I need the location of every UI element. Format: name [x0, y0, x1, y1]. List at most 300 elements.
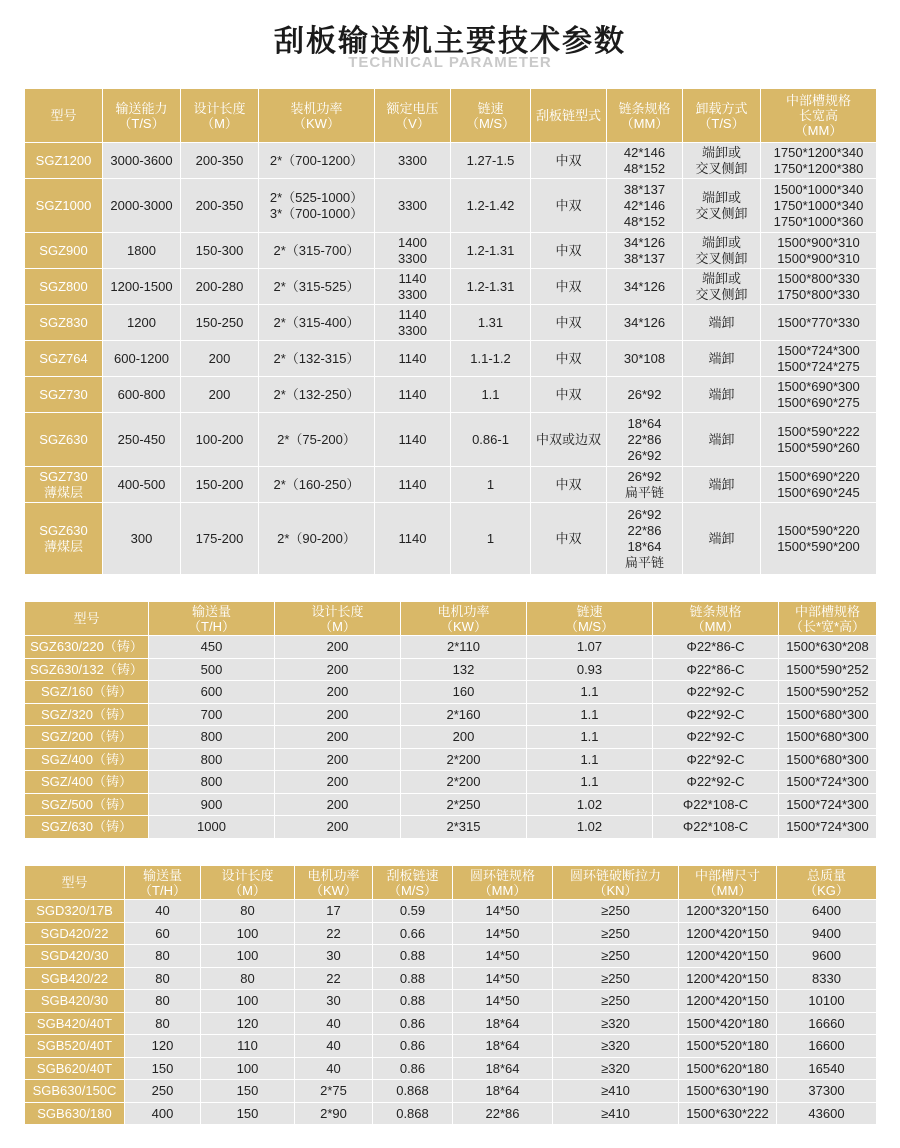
cell-line: Φ22*108-C	[682, 819, 749, 835]
cell-line: 型号	[50, 108, 77, 123]
cell-line: 38*137	[623, 181, 666, 197]
cell-line: 2*（700-1200）	[269, 153, 364, 168]
column-header	[553, 866, 679, 900]
cell-line: 1.1	[580, 684, 599, 700]
header-row	[25, 866, 877, 900]
model-cell	[25, 1102, 125, 1125]
value-cell	[653, 681, 779, 704]
value-cell	[761, 503, 877, 575]
cell-line: 14*50	[485, 970, 520, 986]
value-cell	[553, 1012, 679, 1035]
cell-line: ≥410	[601, 1083, 630, 1099]
cell-line: SGZ830	[39, 315, 88, 330]
value-cell	[531, 143, 607, 179]
cell-line: 1.02	[576, 819, 603, 835]
cell-line: SGZ1200	[35, 153, 92, 168]
value-cell	[275, 681, 401, 704]
page-subtitle: TECHNICAL PARAMETER	[348, 54, 552, 71]
cell-line: 200	[326, 706, 349, 722]
value-cell	[259, 143, 375, 179]
value-cell	[527, 636, 653, 659]
value-cell	[125, 967, 201, 990]
cell-line: 80	[155, 948, 170, 964]
value-cell	[779, 681, 877, 704]
value-cell	[451, 233, 531, 269]
cell-line: 输送量	[142, 867, 182, 883]
cell-line: 22*86	[485, 1105, 520, 1121]
cell-line: ≥250	[601, 903, 630, 919]
column-header	[375, 89, 451, 143]
table-row	[25, 179, 877, 233]
value-cell	[679, 1012, 777, 1035]
value-cell	[777, 922, 877, 945]
value-cell	[777, 1012, 877, 1035]
cell-line: 2*（75-200）	[277, 432, 356, 447]
cell-line: 1200*420*150	[686, 993, 769, 1009]
table-row	[25, 793, 877, 816]
cell-line: 1500*724*300	[786, 774, 869, 790]
value-cell	[375, 503, 451, 575]
table-row	[25, 1057, 877, 1080]
cell-line: 0.93	[576, 661, 603, 677]
cell-line: 200	[208, 387, 231, 402]
value-cell	[761, 269, 877, 305]
cell-line: 1500*520*180	[686, 1038, 769, 1054]
cell-line: 圆环链规格	[469, 867, 535, 883]
cell-line: （M）	[201, 115, 238, 131]
cell-line: 150	[236, 1105, 259, 1121]
column-header	[25, 89, 103, 143]
value-cell	[779, 771, 877, 794]
cell-line: 中双	[555, 198, 582, 213]
cell-line: 100	[236, 925, 259, 941]
cell-line: SGD420/22	[40, 925, 109, 941]
column-header	[259, 89, 375, 143]
model-cell	[25, 681, 149, 704]
cell-line: 中双	[555, 153, 582, 168]
cell-line: 1000	[197, 819, 226, 835]
value-cell	[295, 900, 373, 923]
cell-line: 42*146	[623, 197, 666, 213]
cell-line: 0.59	[399, 903, 426, 919]
cell-line: 装机功率	[290, 100, 343, 116]
cell-line: 150	[151, 1060, 174, 1076]
value-cell	[777, 1035, 877, 1058]
model-cell	[25, 658, 149, 681]
cell-line: SGZ800	[39, 279, 88, 294]
value-cell	[653, 816, 779, 839]
cell-line: 中双	[555, 387, 582, 402]
column-header	[295, 866, 373, 900]
cell-line: Φ22*86-C	[686, 639, 745, 655]
cell-line: 1500*690*245	[777, 484, 860, 500]
cell-line: 1200*420*150	[686, 925, 769, 941]
table-header	[25, 866, 877, 900]
cell-line: SGZ630	[39, 432, 88, 447]
cell-line: ≥410	[601, 1105, 630, 1121]
cell-line: 2*（525-1000）	[269, 189, 364, 205]
cell-line: ≥320	[601, 1060, 630, 1076]
table-row	[25, 143, 877, 179]
model-cell	[25, 467, 103, 503]
value-cell	[777, 900, 877, 923]
value-cell	[125, 900, 201, 923]
value-cell	[777, 990, 877, 1013]
cell-line: 1500*724*275	[777, 358, 860, 374]
table-row	[25, 945, 877, 968]
value-cell	[275, 658, 401, 681]
cell-line: 3300	[398, 286, 427, 302]
cell-line: 链速	[576, 603, 603, 619]
cell-line: 200-350	[195, 198, 244, 213]
value-cell	[777, 1080, 877, 1103]
header-row	[25, 602, 877, 636]
column-header	[103, 89, 181, 143]
cell-line: SGZ/500（铸）	[40, 796, 133, 812]
value-cell	[201, 990, 295, 1013]
value-cell	[683, 377, 761, 413]
column-header	[761, 89, 877, 143]
value-cell	[531, 467, 607, 503]
cell-line: 中双或边双	[535, 432, 601, 447]
model-cell	[25, 413, 103, 467]
value-cell	[761, 377, 877, 413]
cell-line: 80	[240, 903, 255, 919]
cell-line: 端卸或	[701, 144, 741, 160]
value-cell	[295, 945, 373, 968]
cell-line: SGZ/320（铸）	[40, 706, 133, 722]
value-cell	[181, 179, 259, 233]
cell-line: 22*86	[627, 522, 662, 538]
cell-line: ≥250	[601, 970, 630, 986]
cell-line: 30	[326, 993, 341, 1009]
value-cell	[553, 922, 679, 945]
table-row	[25, 377, 877, 413]
table-row	[25, 269, 877, 305]
cell-line: SGB420/22	[40, 970, 109, 986]
cell-line: 扁平链	[624, 484, 664, 500]
cell-line: SGZ/160（铸）	[40, 684, 133, 700]
value-cell	[373, 922, 453, 945]
value-cell	[201, 1012, 295, 1035]
cell-line: 30*108	[623, 351, 666, 366]
value-cell	[373, 1035, 453, 1058]
value-cell	[103, 233, 181, 269]
value-cell	[531, 503, 607, 575]
cell-line: 1500*590*220	[777, 522, 860, 538]
table-body	[25, 900, 877, 1125]
column-header	[653, 602, 779, 636]
value-cell	[295, 1012, 373, 1035]
cell-line: 800	[200, 774, 223, 790]
value-cell	[401, 636, 527, 659]
cell-line: 900	[200, 796, 223, 812]
cell-line: 18*64	[485, 1060, 520, 1076]
cell-line: 26*92	[627, 387, 662, 402]
cell-line: 中双	[555, 351, 582, 366]
value-cell	[401, 681, 527, 704]
value-cell	[181, 413, 259, 467]
cell-line: 3000-3600	[110, 153, 173, 168]
value-cell	[201, 967, 295, 990]
cell-line: 14*50	[485, 948, 520, 964]
column-header	[201, 866, 295, 900]
model-cell	[25, 1035, 125, 1058]
value-cell	[373, 900, 453, 923]
value-cell	[451, 143, 531, 179]
cell-line: 500	[200, 661, 223, 677]
value-cell	[103, 143, 181, 179]
cell-line: （M/S）	[564, 618, 615, 634]
value-cell	[149, 726, 275, 749]
value-cell	[181, 305, 259, 341]
cell-line: 200	[326, 819, 349, 835]
cell-line: 40	[155, 903, 170, 919]
model-cell	[25, 900, 125, 923]
table-header	[25, 89, 877, 143]
value-cell	[295, 922, 373, 945]
cell-line: 26*92	[627, 506, 662, 522]
value-cell	[451, 503, 531, 575]
spec-table-3	[24, 865, 877, 1125]
cell-line: ≥320	[601, 1015, 630, 1031]
model-cell	[25, 771, 149, 794]
cell-line: 1500*690*275	[777, 394, 860, 410]
value-cell	[125, 945, 201, 968]
cell-line: （T/S）	[118, 115, 165, 131]
cell-line: 26*92	[627, 468, 662, 484]
value-cell	[527, 771, 653, 794]
cell-line: 22	[326, 925, 341, 941]
value-cell	[181, 341, 259, 377]
cell-line: 16540	[808, 1060, 845, 1076]
model-cell	[25, 503, 103, 575]
cell-line: 2*160	[446, 706, 481, 722]
cell-line: 1140	[398, 387, 427, 402]
value-cell	[779, 658, 877, 681]
cell-line: 150-250	[195, 315, 244, 330]
value-cell	[453, 922, 553, 945]
cell-line: 1140	[398, 270, 427, 286]
column-header	[451, 89, 531, 143]
value-cell	[607, 503, 683, 575]
value-cell	[653, 726, 779, 749]
value-cell	[103, 377, 181, 413]
model-cell	[25, 636, 149, 659]
column-header	[401, 602, 527, 636]
value-cell	[275, 726, 401, 749]
cell-line: Φ22*108-C	[682, 796, 749, 812]
cell-line: 1200-1500	[110, 279, 173, 294]
value-cell	[181, 233, 259, 269]
value-cell	[375, 377, 451, 413]
value-cell	[453, 990, 553, 1013]
value-cell	[103, 179, 181, 233]
value-cell	[531, 413, 607, 467]
cell-line: Φ22*92-C	[686, 684, 745, 700]
cell-line: （KW）	[310, 882, 357, 898]
value-cell	[777, 1102, 877, 1125]
cell-line: 电机功率	[307, 867, 360, 883]
cell-line: Φ22*92-C	[686, 751, 745, 767]
cell-line: 设计长度	[193, 100, 246, 116]
cell-line: 200	[208, 351, 231, 366]
value-cell	[259, 305, 375, 341]
value-cell	[375, 413, 451, 467]
value-cell	[201, 900, 295, 923]
value-cell	[683, 143, 761, 179]
column-header	[125, 866, 201, 900]
cell-line: 1750*1200*340	[773, 144, 864, 160]
cell-line: 1.1	[580, 706, 599, 722]
model-cell	[25, 990, 125, 1013]
value-cell	[607, 467, 683, 503]
table-row	[25, 305, 877, 341]
cell-line: 交叉侧卸	[695, 205, 748, 221]
cell-line: 1500*724*300	[786, 819, 869, 835]
cell-line: 中部槽尺寸	[694, 867, 760, 883]
value-cell	[683, 305, 761, 341]
cell-line: 1500*590*252	[786, 661, 869, 677]
cell-line: 9400	[812, 925, 841, 941]
cell-line: 1200*420*150	[686, 970, 769, 986]
cell-line: 2*200	[446, 751, 481, 767]
value-cell	[761, 143, 877, 179]
value-cell	[149, 816, 275, 839]
cell-line: 交叉侧卸	[695, 286, 748, 302]
cell-line: 型号	[73, 611, 100, 626]
value-cell	[453, 967, 553, 990]
value-cell	[259, 503, 375, 575]
cell-line: 150-200	[195, 477, 244, 492]
column-header	[679, 866, 777, 900]
cell-line: 中双	[555, 243, 582, 258]
cell-line: SGZ900	[39, 243, 88, 258]
cell-line: 1500*630*208	[786, 639, 869, 655]
cell-line: 800	[200, 729, 223, 745]
column-header	[181, 89, 259, 143]
value-cell	[295, 1102, 373, 1125]
cell-line: 1.2-1.31	[466, 243, 515, 258]
value-cell	[453, 945, 553, 968]
cell-line: 端卸或	[701, 234, 741, 250]
cell-line: 2*90	[320, 1105, 347, 1121]
cell-line: 2*250	[446, 796, 481, 812]
cell-line: 26*92	[627, 447, 662, 463]
cell-line: 150-300	[195, 243, 244, 258]
value-cell	[531, 233, 607, 269]
value-cell	[125, 990, 201, 1013]
value-cell	[779, 793, 877, 816]
cell-line: 1200*420*150	[686, 948, 769, 964]
cell-line: 800	[200, 751, 223, 767]
cell-line: 120	[151, 1038, 174, 1054]
cell-line: 卸载方式	[695, 100, 748, 116]
cell-line: ≥320	[601, 1038, 630, 1054]
cell-line: 1.31	[477, 315, 504, 330]
value-cell	[607, 233, 683, 269]
value-cell	[679, 900, 777, 923]
cell-line: SGB520/40T	[36, 1038, 113, 1054]
table-row	[25, 681, 877, 704]
cell-line: 1.02	[576, 796, 603, 812]
cell-line: 2*110	[446, 639, 480, 655]
cell-line: 1500*800*330	[777, 270, 860, 286]
cell-line: 100	[236, 948, 259, 964]
cell-line: 250-450	[117, 432, 166, 447]
table-row	[25, 816, 877, 839]
value-cell	[779, 636, 877, 659]
value-cell	[527, 793, 653, 816]
model-cell	[25, 816, 149, 839]
cell-line: 1500*680*300	[786, 751, 869, 767]
value-cell	[401, 726, 527, 749]
value-cell	[375, 269, 451, 305]
cell-line: 40	[326, 1015, 341, 1031]
value-cell	[103, 413, 181, 467]
value-cell	[761, 413, 877, 467]
cell-line: 43600	[808, 1105, 845, 1121]
value-cell	[451, 377, 531, 413]
cell-line: 1.2-1.42	[466, 198, 515, 213]
cell-line: 链条规格	[689, 603, 742, 619]
value-cell	[125, 1057, 201, 1080]
cell-line: 200	[452, 729, 475, 745]
cell-line: 1140	[398, 477, 427, 492]
value-cell	[259, 269, 375, 305]
value-cell	[181, 503, 259, 575]
value-cell	[679, 1035, 777, 1058]
value-cell	[201, 1080, 295, 1103]
cell-line: 2*200	[446, 774, 481, 790]
value-cell	[125, 1012, 201, 1035]
cell-line: 1400	[398, 234, 427, 250]
value-cell	[275, 636, 401, 659]
value-cell	[373, 1012, 453, 1035]
column-header	[779, 602, 877, 636]
cell-line: 1500*770*330	[777, 315, 860, 330]
cell-line: SGB420/30	[40, 993, 109, 1009]
value-cell	[373, 1057, 453, 1080]
cell-line: 3*（700-1000）	[269, 205, 364, 221]
value-cell	[527, 726, 653, 749]
value-cell	[103, 305, 181, 341]
cell-line: 1500*900*310	[777, 250, 860, 266]
value-cell	[201, 1102, 295, 1125]
value-cell	[125, 1035, 201, 1058]
cell-line: 1.1	[580, 774, 599, 790]
value-cell	[761, 341, 877, 377]
value-cell	[607, 377, 683, 413]
model-cell	[25, 233, 103, 269]
cell-line: 1	[486, 477, 495, 492]
cell-line: 18*64	[627, 415, 662, 431]
value-cell	[531, 305, 607, 341]
cell-line: 0.88	[399, 970, 426, 986]
cell-line: SGB420/40T	[36, 1015, 113, 1031]
cell-line: 1500*680*300	[786, 706, 869, 722]
cell-line: 600	[200, 684, 223, 700]
value-cell	[401, 771, 527, 794]
value-cell	[451, 341, 531, 377]
cell-line: 刮板链速	[386, 867, 439, 883]
model-cell	[25, 945, 125, 968]
value-cell	[275, 703, 401, 726]
value-cell	[653, 658, 779, 681]
value-cell	[779, 703, 877, 726]
cell-line: 中双	[555, 315, 582, 330]
cell-line: SGZ630/220（铸）	[30, 639, 143, 655]
